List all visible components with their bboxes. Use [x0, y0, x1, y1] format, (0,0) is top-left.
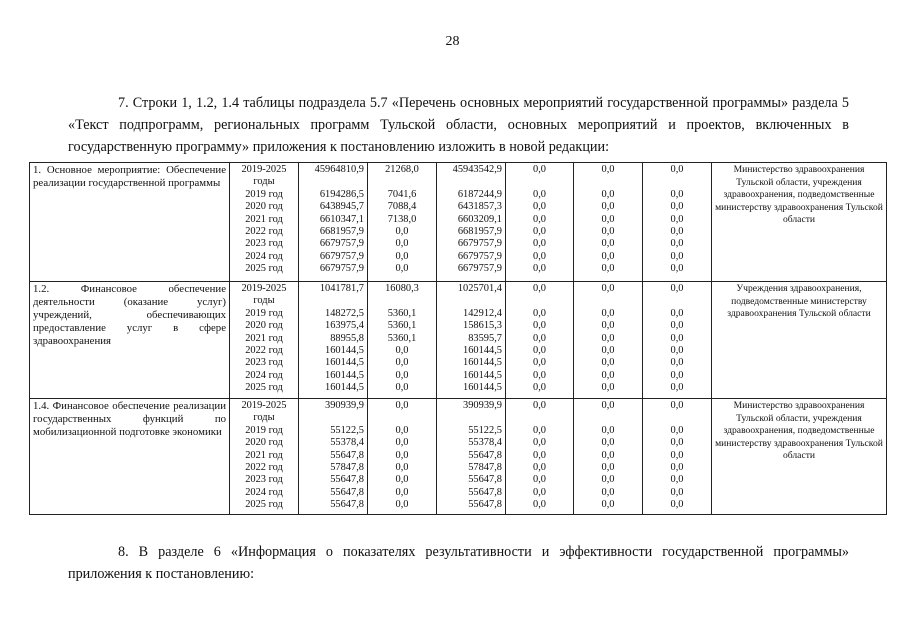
cell-value: 6679757,9 — [457, 238, 502, 250]
cell-value: 2022 год — [245, 461, 283, 473]
executor-cell — [712, 282, 887, 399]
executor-cell — [712, 163, 887, 282]
cell-value: 0,0 — [670, 164, 684, 175]
col4-cell — [506, 399, 574, 515]
cell-value: 0,0 — [670, 283, 684, 294]
cell-value — [509, 176, 570, 188]
cell-value: 160144,5 — [325, 369, 364, 381]
regional-cell — [437, 282, 506, 399]
cell-value: 7138,0 — [387, 213, 417, 225]
cell-value: 45943542,9 — [452, 164, 502, 175]
cell-value — [371, 176, 433, 188]
measures-table — [29, 162, 887, 515]
cell-value: 0,0 — [601, 382, 615, 394]
measure-name: 1.4. Финансовое обеспечение реализации государственных функций по мобилизационной подготовке экономики — [33, 400, 226, 438]
cell-value: 0,0 — [670, 201, 684, 213]
cell-value: 6438945,7 — [319, 201, 364, 213]
cell-value: 0,0 — [533, 238, 546, 250]
table-row — [30, 399, 887, 515]
cell-value: 0,0 — [670, 332, 684, 344]
executor-cell — [712, 399, 887, 515]
cell-value: 390939,9 — [463, 400, 502, 411]
cell-value: 57847,8 — [468, 461, 502, 473]
cell-value: 5360,1 — [387, 307, 417, 319]
cell-value: 0,0 — [395, 238, 409, 250]
col4-cell — [506, 163, 574, 282]
cell-value: 0,0 — [395, 382, 409, 394]
cell-value: 2021 год — [245, 332, 283, 344]
cell-value: 0,0 — [601, 424, 615, 436]
cell-value: 6679757,9 — [319, 263, 364, 275]
cell-value: 0,0 — [395, 486, 409, 498]
cell-value — [371, 295, 433, 307]
cell-value — [440, 412, 502, 424]
cell-value: 0,0 — [670, 449, 684, 461]
cell-value: 5360,1 — [387, 332, 417, 344]
cell-value: 0,0 — [533, 449, 546, 461]
period-cell — [230, 163, 299, 282]
cell-value: 0,0 — [670, 499, 684, 511]
cell-value: 88955,8 — [330, 332, 364, 344]
measure-name: 1. Основное мероприятие: Обеспечение реализации государственной программы — [33, 164, 226, 189]
cell-value: 6681957,9 — [319, 225, 364, 237]
cell-value: 0,0 — [670, 238, 684, 250]
cell-value: 0,0 — [670, 263, 684, 275]
cell-value: 0,0 — [533, 213, 546, 225]
cell-value: 2019-2025 — [241, 400, 287, 411]
total-cell — [299, 163, 368, 282]
col5-cell — [574, 399, 643, 515]
regional-cell — [437, 163, 506, 282]
cell-value: 2020 год — [245, 437, 283, 449]
cell-value: 2025 год — [245, 263, 283, 275]
cell-value: 2022 год — [245, 344, 283, 356]
cell-value: 0,0 — [601, 307, 615, 319]
cell-value: 55647,8 — [468, 499, 502, 511]
cell-value: 0,0 — [533, 263, 546, 275]
federal-cell — [368, 163, 437, 282]
cell-value: 2023 год — [245, 238, 283, 250]
cell-value: 6679757,9 — [319, 238, 364, 250]
cell-value: 160144,5 — [463, 382, 502, 394]
cell-value: 0,0 — [670, 461, 684, 473]
cell-value: 55378,4 — [330, 437, 364, 449]
cell-value — [302, 176, 364, 188]
cell-value: 142912,4 — [463, 307, 502, 319]
cell-value: 160144,5 — [463, 369, 502, 381]
cell-value: 2023 год — [245, 357, 283, 369]
executor-text: Министерство здравоохранения Тульской области, учреждения здравоохранения, подведомственные министерству здравоохранения Тульской области — [715, 164, 883, 226]
cell-value: 0,0 — [670, 474, 684, 486]
cell-value: 0,0 — [395, 449, 409, 461]
cell-value: 0,0 — [533, 332, 546, 344]
cell-value — [646, 295, 708, 307]
cell-value: 148272,5 — [325, 307, 364, 319]
cell-value: 5360,1 — [387, 320, 417, 332]
cell-value: 0,0 — [670, 486, 684, 498]
cell-value — [509, 412, 570, 424]
cell-value: 2019 год — [245, 424, 283, 436]
cell-value: 0,0 — [601, 283, 615, 294]
executor-text: Учреждения здравоохранения, подведомственные министерству здравоохранения Тульской области — [727, 283, 871, 320]
cell-value: 2020 год — [245, 201, 283, 213]
paragraph-8 — [68, 541, 849, 585]
cell-value: 6681957,9 — [457, 225, 502, 237]
cell-value: 0,0 — [601, 250, 615, 262]
cell-value: 0,0 — [395, 250, 409, 262]
regional-cell — [437, 399, 506, 515]
cell-value: 0,0 — [601, 357, 615, 369]
measure-name-cell — [30, 282, 230, 399]
cell-value: 0,0 — [395, 437, 409, 449]
cell-value: 2025 год — [245, 499, 283, 511]
cell-value: годы — [253, 412, 275, 424]
cell-value: 0,0 — [395, 369, 409, 381]
cell-value: 0,0 — [601, 499, 615, 511]
cell-value: 0,0 — [670, 382, 684, 394]
cell-value: 0,0 — [601, 201, 615, 213]
cell-value: 55122,5 — [468, 424, 502, 436]
cell-value: 2024 год — [245, 369, 283, 381]
cell-value: 0,0 — [395, 263, 409, 275]
cell-value: 0,0 — [533, 461, 546, 473]
cell-value: 55122,5 — [330, 424, 364, 436]
cell-value: 55647,8 — [468, 449, 502, 461]
cell-value: 0,0 — [670, 307, 684, 319]
cell-value: 2022 год — [245, 225, 283, 237]
cell-value: 2021 год — [245, 449, 283, 461]
cell-value — [371, 412, 433, 424]
cell-value: 0,0 — [601, 263, 615, 275]
period-cell — [230, 399, 299, 515]
cell-value: 160144,5 — [325, 357, 364, 369]
cell-value: 0,0 — [670, 424, 684, 436]
cell-value: 0,0 — [395, 344, 409, 356]
cell-value: 0,0 — [601, 238, 615, 250]
cell-value: 2024 год — [245, 486, 283, 498]
table-row — [30, 282, 887, 399]
cell-value: 0,0 — [533, 400, 546, 411]
cell-value: 2019-2025 — [241, 283, 287, 294]
cell-value: 0,0 — [670, 437, 684, 449]
cell-value: 160144,5 — [325, 382, 364, 394]
cell-value: 0,0 — [533, 344, 546, 356]
col5-cell — [574, 282, 643, 399]
cell-value: 0,0 — [670, 344, 684, 356]
cell-value: 0,0 — [670, 250, 684, 262]
cell-value: 0,0 — [533, 283, 546, 294]
col5-cell — [574, 163, 643, 282]
cell-value: 55647,8 — [330, 474, 364, 486]
cell-value: 0,0 — [533, 474, 546, 486]
paragraph-7 — [68, 92, 849, 158]
cell-value: 0,0 — [395, 461, 409, 473]
cell-value: 0,0 — [533, 357, 546, 369]
cell-value — [302, 412, 364, 424]
cell-value: 2019-2025 — [241, 164, 287, 175]
measure-name-cell — [30, 399, 230, 515]
cell-value: 160144,5 — [463, 357, 502, 369]
cell-value: 2023 год — [245, 474, 283, 486]
cell-value: 0,0 — [533, 307, 546, 319]
cell-value: 0,0 — [533, 437, 546, 449]
cell-value: годы — [253, 176, 275, 188]
cell-value: 0,0 — [601, 320, 615, 332]
cell-value — [646, 412, 708, 424]
cell-value: 21268,0 — [385, 164, 419, 175]
cell-value: 6679757,9 — [457, 263, 502, 275]
total-cell — [299, 399, 368, 515]
cell-value: 0,0 — [601, 461, 615, 473]
cell-value: 7088,4 — [387, 201, 417, 213]
paragraph-8-text: 8. В разделе 6 «Информация о показателях результативности и эффективности государственной программы» приложения к постановлению: — [68, 544, 849, 582]
cell-value: 1041781,7 — [319, 283, 364, 294]
cell-value: годы — [253, 295, 275, 307]
cell-value: 2019 год — [245, 307, 283, 319]
cell-value: 55647,8 — [468, 486, 502, 498]
cell-value: 0,0 — [395, 424, 409, 436]
cell-value: 6431857,3 — [457, 201, 502, 213]
cell-value: 0,0 — [601, 369, 615, 381]
cell-value: 0,0 — [533, 486, 546, 498]
cell-value: 6194286,5 — [319, 188, 364, 200]
cell-value: 0,0 — [601, 225, 615, 237]
cell-value: 6610347,1 — [319, 213, 364, 225]
cell-value: 0,0 — [601, 344, 615, 356]
cell-value: 0,0 — [601, 474, 615, 486]
federal-cell — [368, 282, 437, 399]
cell-value: 7041,6 — [387, 188, 417, 200]
paragraph-7-text: 7. Строки 1, 1.2, 1.4 таблицы подраздела 5.7 «Перечень основных мероприятий государственной программы» раздела 5 «Текст подпрограмм, региональных программ Тульской области, основных мероприятий и проектов, включенных в государственную программу» приложения к постановлению изложить в новой редакции: — [68, 95, 849, 155]
cell-value — [577, 176, 639, 188]
measure-name: 1.2. Финансовое обеспечение деятельности (оказание услуг) учреждений, обеспечивающих предоставление услуг в сфере здравоохранения — [33, 283, 226, 347]
measure-name-cell — [30, 163, 230, 282]
cell-value: 6603209,1 — [457, 213, 502, 225]
cell-value: 0,0 — [533, 164, 546, 175]
cell-value: 0,0 — [670, 369, 684, 381]
cell-value: 55647,8 — [330, 499, 364, 511]
total-cell — [299, 282, 368, 399]
cell-value: 55647,8 — [468, 474, 502, 486]
cell-value — [646, 176, 708, 188]
cell-value: 45964810,9 — [314, 164, 364, 175]
cell-value: 6679757,9 — [319, 250, 364, 262]
cell-value: 16080,3 — [385, 283, 419, 294]
cell-value: 83595,7 — [468, 332, 502, 344]
page-number: 28 — [445, 34, 460, 49]
cell-value: 390939,9 — [325, 400, 364, 411]
cell-value: 0,0 — [395, 225, 409, 237]
cell-value — [577, 295, 639, 307]
cell-value: 2025 год — [245, 382, 283, 394]
cell-value: 0,0 — [533, 424, 546, 436]
cell-value: 160144,5 — [463, 344, 502, 356]
cell-value: 6187244,9 — [457, 188, 502, 200]
cell-value: 158615,3 — [463, 320, 502, 332]
cell-value: 0,0 — [601, 437, 615, 449]
cell-value: 55647,8 — [330, 449, 364, 461]
cell-value: 0,0 — [670, 225, 684, 237]
col4-cell — [506, 282, 574, 399]
cell-value: 0,0 — [601, 400, 615, 411]
cell-value: 0,0 — [670, 213, 684, 225]
cell-value: 1025701,4 — [457, 283, 502, 294]
cell-value — [509, 295, 570, 307]
cell-value: 55647,8 — [330, 486, 364, 498]
cell-value: 0,0 — [533, 250, 546, 262]
cell-value: 0,0 — [670, 400, 684, 411]
cell-value — [577, 412, 639, 424]
cell-value: 0,0 — [395, 499, 409, 511]
cell-value — [440, 295, 502, 307]
cell-value: 0,0 — [533, 499, 546, 511]
cell-value: 2020 год — [245, 320, 283, 332]
cell-value: 0,0 — [601, 449, 615, 461]
cell-value: 57847,8 — [330, 461, 364, 473]
cell-value: 0,0 — [395, 357, 409, 369]
cell-value: 0,0 — [601, 164, 615, 175]
table-row — [30, 163, 887, 282]
cell-value: 0,0 — [533, 201, 546, 213]
col6-cell — [643, 282, 712, 399]
cell-value: 0,0 — [533, 369, 546, 381]
cell-value — [440, 176, 502, 188]
cell-value: 6679757,9 — [457, 250, 502, 262]
col6-cell — [643, 399, 712, 515]
cell-value: 0,0 — [601, 486, 615, 498]
cell-value: 0,0 — [670, 188, 684, 200]
cell-value: 2019 год — [245, 188, 283, 200]
cell-value — [302, 295, 364, 307]
cell-value: 0,0 — [670, 357, 684, 369]
period-cell — [230, 282, 299, 399]
cell-value: 0,0 — [533, 225, 546, 237]
cell-value: 163975,4 — [325, 320, 364, 332]
cell-value: 0,0 — [395, 400, 409, 411]
cell-value: 2021 год — [245, 213, 283, 225]
cell-value: 0,0 — [533, 382, 546, 394]
cell-value: 0,0 — [670, 320, 684, 332]
executor-text: Министерство здравоохранения Тульской области, учреждения здравоохранения, подведомственные министерству здравоохранения Тульской области — [715, 400, 883, 462]
cell-value: 2024 год — [245, 250, 283, 262]
cell-value: 0,0 — [601, 188, 615, 200]
cell-value: 0,0 — [601, 213, 615, 225]
cell-value: 0,0 — [395, 474, 409, 486]
cell-value: 0,0 — [533, 320, 546, 332]
col6-cell — [643, 163, 712, 282]
cell-value: 55378,4 — [468, 437, 502, 449]
cell-value: 160144,5 — [325, 344, 364, 356]
federal-cell — [368, 399, 437, 515]
cell-value: 0,0 — [533, 188, 546, 200]
cell-value: 0,0 — [601, 332, 615, 344]
